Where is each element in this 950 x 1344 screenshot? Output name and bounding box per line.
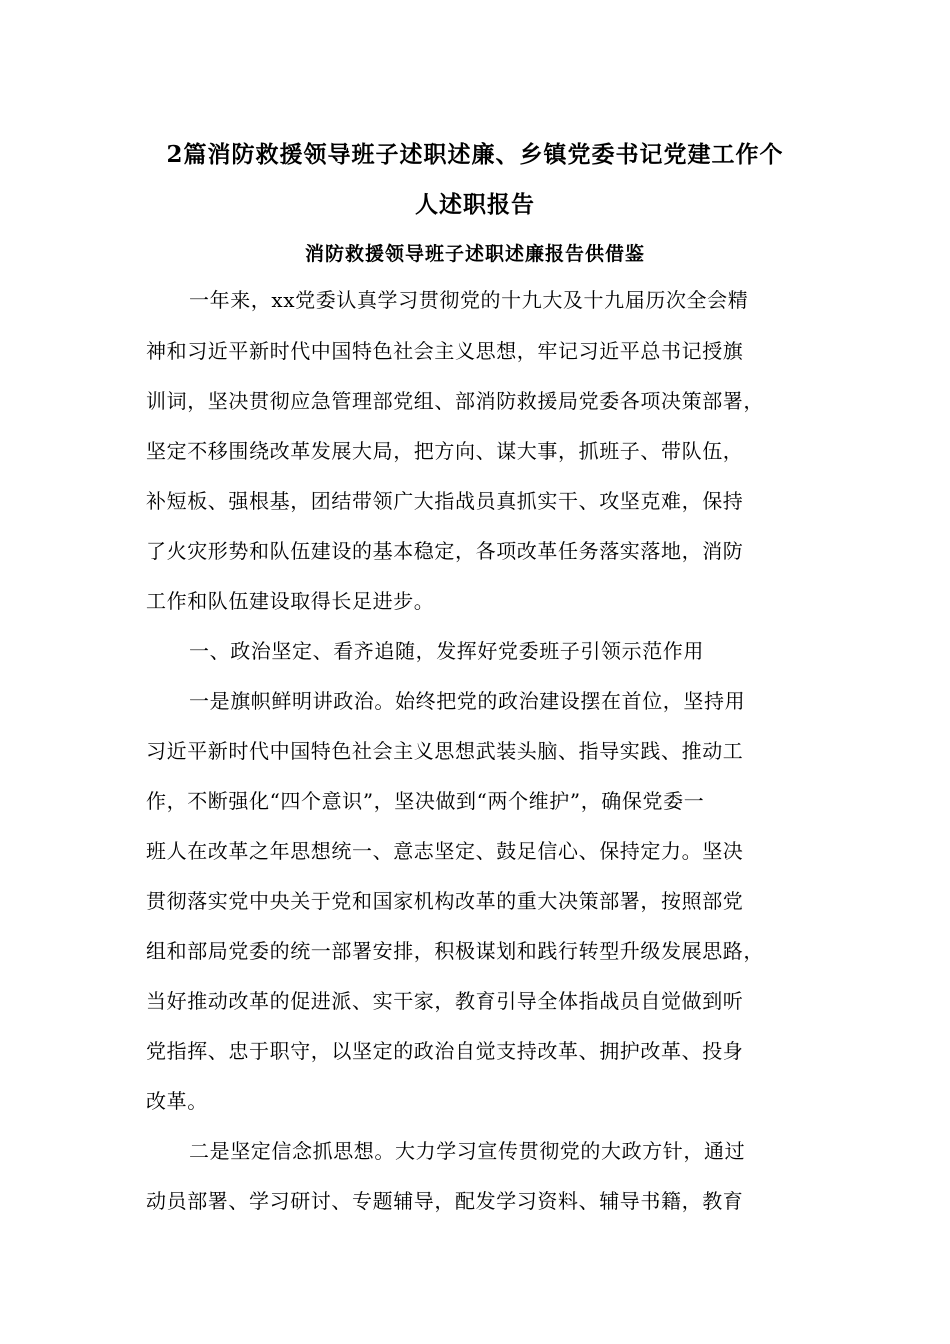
paragraph-line: 习近平新时代中国特色社会主义思想武装头脑、指导实践、推动工 [146,739,744,763]
paragraph-line: 动员部署、学习研讨、专题辅导，配发学习资料、辅导书籍，教育 [146,1189,744,1213]
paragraph-line: 了火灾形势和队伍建设的基本稳定，各项改革任务落实落地，消防 [146,539,744,563]
paragraph-line: 贯彻落实党中央关于党和国家机构改革的重大决策部署，按照部党 [146,889,744,913]
section-heading: 一、政治坚定、看齐追随，发挥好党委班子引领示范作用 [189,639,704,663]
paragraph-line: 当好推动改革的促进派、实干家，教育引导全体指战员自觉做到听 [146,989,744,1013]
document-title-line-2: 人述职报告 [415,191,535,218]
paragraph-line: 训词，坚决贯彻应急管理部党组、部消防救援局党委各项决策部署， [146,389,764,413]
paragraph-line: 党指挥、忠于职守，以坚定的政治自觉支持改革、拥护改革、投身 [146,1039,744,1063]
paragraph-line: 改革。 [146,1089,208,1113]
paragraph-line: 一是旗帜鲜明讲政治。始终把党的政治建设摆在首位，坚持用 [189,689,746,713]
paragraph-line: 二是坚定信念抓思想。大力学习宣传贯彻党的大政方针，通过 [189,1139,746,1163]
paragraph-line: 坚定不移围绕改革发展大局，把方向、谋大事，抓班子、带队伍， [146,439,744,463]
paragraph-line: 班人在改革之年思想统一、意志坚定、鼓足信心、保持定力。坚决 [146,839,744,863]
document-title-line-1: 2篇消防救援领导班子述职述廉、乡镇党委书记党建工作个 [166,141,784,168]
paragraph-line: 补短板、强根基，团结带领广大指战员真抓实干、攻坚克难，保持 [146,489,744,513]
paragraph-line: 神和习近平新时代中国特色社会主义思想，牢记习近平总书记授旗 [146,339,744,363]
paragraph-line: 组和部局党委的统一部署安排，积极谋划和践行转型升级发展思路， [146,939,764,963]
paragraph-line: 一年来，xx党委认真学习贯彻党的十九大及十九届历次全会精 [189,288,749,312]
document-subtitle: 消防救援领导班子述职述廉报告供借鉴 [304,243,645,265]
paragraph-line: 作，不断强化“四个意识”，坚决做到“两个维护”，确保党委一 [146,789,705,813]
paragraph-line: 工作和队伍建设取得长足进步。 [146,589,435,613]
